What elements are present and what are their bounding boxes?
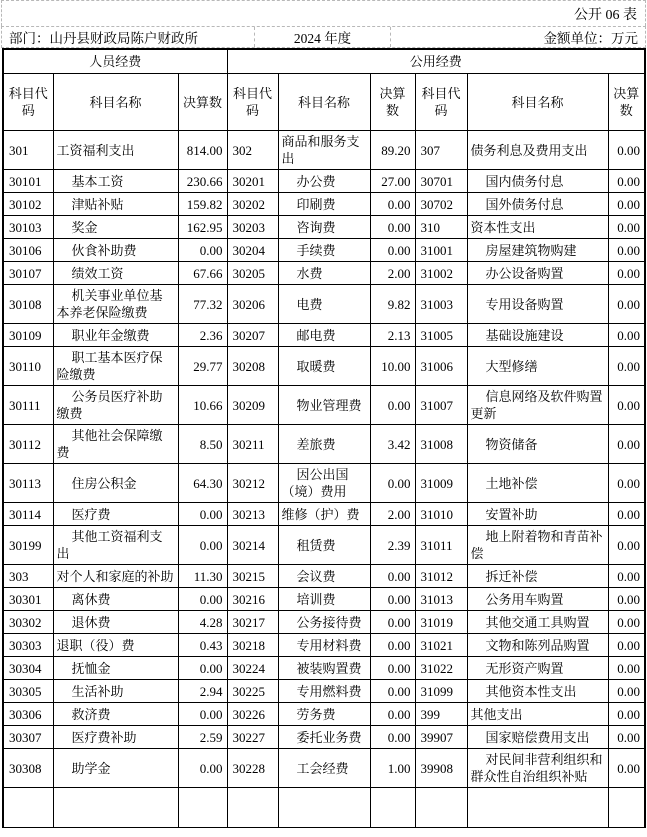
subject-name-cell: 委托业务费 — [278, 726, 370, 749]
group-header-row — [3, 49, 645, 74]
subject-name-cell: 专用材料费 — [278, 634, 370, 657]
subject-name-cell: 劳务费 — [278, 703, 370, 726]
subject-code-cell: 30306 — [3, 703, 53, 726]
subject-code-cell: 30110 — [3, 347, 53, 386]
subject-name-cell: 工资福利支出 — [53, 131, 178, 170]
subject-code-cell: 30111 — [3, 386, 53, 425]
subject-code-cell: 301 — [3, 131, 53, 170]
subject-name-cell: 资本性支出 — [467, 216, 608, 239]
final-amount-cell: 0.00 — [608, 565, 645, 588]
subject-code-cell: 307 — [415, 131, 467, 170]
final-accounts-table — [2, 48, 646, 828]
subject-code-cell: 302 — [227, 131, 278, 170]
subject-name-cell: 专用设备购置 — [467, 285, 608, 324]
empty-cell — [467, 788, 608, 828]
subject-name-cell: 抚恤金 — [53, 657, 178, 680]
subject-name-cell: 物资储备 — [467, 425, 608, 464]
final-amount-cell: 0.00 — [608, 749, 645, 788]
subject-name-cell: 水费 — [278, 262, 370, 285]
final-amount-cell: 162.95 — [178, 216, 227, 239]
final-amount-cell: 0.00 — [608, 193, 645, 216]
subject-code-cell: 30109 — [3, 324, 53, 347]
subject-code-cell: 30199 — [3, 526, 53, 565]
subject-code-cell: 31012 — [415, 565, 467, 588]
final-amount-cell: 814.00 — [178, 131, 227, 170]
subject-name-cell: 工会经费 — [278, 749, 370, 788]
final-amount-cell: 0.00 — [178, 239, 227, 262]
subject-code-cell: 30303 — [3, 634, 53, 657]
subject-code-cell: 31008 — [415, 425, 467, 464]
table-row — [3, 239, 645, 262]
empty-cell — [278, 788, 370, 828]
subject-name-cell: 租赁费 — [278, 526, 370, 565]
subject-code-cell: 30218 — [227, 634, 278, 657]
subject-code-cell: 30207 — [227, 324, 278, 347]
final-amount-cell: 2.13 — [370, 324, 415, 347]
subject-code-cell: 30227 — [227, 726, 278, 749]
table-row — [3, 526, 645, 565]
final-amount-cell: 0.00 — [608, 503, 645, 526]
subject-name-cell: 医疗费 — [53, 503, 178, 526]
final-amount-cell: 3.42 — [370, 425, 415, 464]
final-amount-cell: 0.00 — [608, 588, 645, 611]
table-row — [3, 565, 645, 588]
subject-name-cell: 安置补助 — [467, 503, 608, 526]
subject-code-cell: 31021 — [415, 634, 467, 657]
subject-name-cell: 印刷费 — [278, 193, 370, 216]
subject-code-cell: 303 — [3, 565, 53, 588]
final-amount-cell: 0.00 — [370, 703, 415, 726]
subject-name-cell: 基本工资 — [53, 170, 178, 193]
final-amount-cell: 0.00 — [608, 425, 645, 464]
table-row — [3, 386, 645, 425]
final-amount-cell: 0.00 — [608, 347, 645, 386]
table-row — [3, 131, 645, 170]
final-amount-cell: 0.00 — [608, 703, 645, 726]
subject-code-cell: 31011 — [415, 526, 467, 565]
subject-code-cell: 30308 — [3, 749, 53, 788]
subject-code-cell: 30106 — [3, 239, 53, 262]
subject-code-cell: 31001 — [415, 239, 467, 262]
final-amount-cell: 0.00 — [178, 503, 227, 526]
final-amount-cell: 0.00 — [608, 262, 645, 285]
final-amount-cell: 0.00 — [178, 749, 227, 788]
final-amount-cell: 0.00 — [608, 726, 645, 749]
subject-code-cell: 30206 — [227, 285, 278, 324]
subject-code-cell: 31019 — [415, 611, 467, 634]
subject-code-cell: 30101 — [3, 170, 53, 193]
subject-code-cell: 30215 — [227, 565, 278, 588]
final-amount-cell: 0.00 — [370, 193, 415, 216]
subject-code-cell: 30213 — [227, 503, 278, 526]
col-header-final-amount-3: 决算数 — [608, 74, 645, 131]
subject-name-cell: 公务用车购置 — [467, 588, 608, 611]
final-amount-cell: 77.32 — [178, 285, 227, 324]
subject-code-cell: 30114 — [3, 503, 53, 526]
subject-code-cell: 30301 — [3, 588, 53, 611]
subject-name-cell: 国家赔偿费用支出 — [467, 726, 608, 749]
subject-name-cell: 退休费 — [53, 611, 178, 634]
table-row — [3, 634, 645, 657]
subject-name-cell: 对个人和家庭的补助 — [53, 565, 178, 588]
final-amount-cell: 0.00 — [370, 657, 415, 680]
subject-name-cell: 物业管理费 — [278, 386, 370, 425]
final-amount-cell: 27.00 — [370, 170, 415, 193]
subject-code-cell: 31003 — [415, 285, 467, 324]
final-amount-cell: 4.28 — [178, 611, 227, 634]
subject-code-cell: 30307 — [3, 726, 53, 749]
subject-code-cell: 30201 — [227, 170, 278, 193]
final-amount-cell: 1.00 — [370, 749, 415, 788]
subject-name-cell: 其他资本性支出 — [467, 680, 608, 703]
final-amount-cell: 0.00 — [608, 285, 645, 324]
subject-code-cell: 310 — [415, 216, 467, 239]
table-row — [3, 503, 645, 526]
col-header-subject-name-1: 科目名称 — [53, 74, 178, 131]
final-amount-cell: 0.00 — [608, 386, 645, 425]
subject-code-cell: 30203 — [227, 216, 278, 239]
table-row — [3, 347, 645, 386]
empty-cell — [53, 788, 178, 828]
subject-name-cell: 伙食补助费 — [53, 239, 178, 262]
report-meta-row — [1, 26, 646, 48]
final-amount-cell: 89.20 — [370, 131, 415, 170]
column-header-row — [3, 74, 645, 131]
final-amount-cell: 230.66 — [178, 170, 227, 193]
table-row — [3, 216, 645, 239]
empty-cell — [415, 788, 467, 828]
final-amount-cell: 0.00 — [178, 526, 227, 565]
subject-name-cell: 地上附着物和青苗补偿 — [467, 526, 608, 565]
table-row — [3, 588, 645, 611]
subject-code-cell: 39908 — [415, 749, 467, 788]
final-amount-cell: 0.00 — [370, 726, 415, 749]
subject-code-cell: 31009 — [415, 464, 467, 503]
subject-name-cell: 大型修缮 — [467, 347, 608, 386]
subject-name-cell: 培训费 — [278, 588, 370, 611]
final-amount-cell: 0.00 — [178, 703, 227, 726]
empty-cell — [227, 788, 278, 828]
table-row — [3, 657, 645, 680]
subject-name-cell: 公务接待费 — [278, 611, 370, 634]
final-amount-cell: 0.00 — [608, 170, 645, 193]
subject-name-cell: 咨询费 — [278, 216, 370, 239]
table-row — [3, 262, 645, 285]
col-header-subject-name-2: 科目名称 — [278, 74, 370, 131]
empty-cell — [608, 788, 645, 828]
subject-name-cell: 职工基本医疗保险缴费 — [53, 347, 178, 386]
subject-name-cell: 无形资产购置 — [467, 657, 608, 680]
final-amount-cell: 0.43 — [178, 634, 227, 657]
final-amount-cell: 0.00 — [370, 386, 415, 425]
final-amount-cell: 10.00 — [370, 347, 415, 386]
subject-name-cell: 生活补助 — [53, 680, 178, 703]
final-amount-cell: 0.00 — [370, 565, 415, 588]
subject-name-cell: 助学金 — [53, 749, 178, 788]
subject-code-cell: 31002 — [415, 262, 467, 285]
subject-code-cell: 30701 — [415, 170, 467, 193]
subject-code-cell: 30208 — [227, 347, 278, 386]
final-amount-cell: 10.66 — [178, 386, 227, 425]
final-amount-cell: 0.00 — [608, 526, 645, 565]
department-label: 部门：山丹县财政局陈户财政所 — [9, 31, 198, 46]
subject-name-cell: 被装购置费 — [278, 657, 370, 680]
final-amount-cell: 29.77 — [178, 347, 227, 386]
final-amount-cell: 0.00 — [608, 657, 645, 680]
final-amount-cell: 2.94 — [178, 680, 227, 703]
fiscal-year-label: 2024 年度 — [254, 27, 391, 47]
amount-unit-label: 金额单位：万元 — [543, 31, 638, 46]
table-row — [3, 425, 645, 464]
table-row — [3, 611, 645, 634]
subject-name-cell: 差旅费 — [278, 425, 370, 464]
final-amount-cell: 2.00 — [370, 503, 415, 526]
subject-code-cell: 31013 — [415, 588, 467, 611]
sheet-tag-row — [1, 0, 646, 26]
empty-cell — [370, 788, 415, 828]
subject-name-cell: 救济费 — [53, 703, 178, 726]
subject-code-cell: 30212 — [227, 464, 278, 503]
table-row — [3, 464, 645, 503]
table-row — [3, 193, 645, 216]
subject-name-cell: 维修（护）费 — [278, 503, 370, 526]
final-amount-cell: 0.00 — [608, 131, 645, 170]
subject-name-cell: 退职（役）费 — [53, 634, 178, 657]
subject-code-cell: 30103 — [3, 216, 53, 239]
subject-code-cell: 31007 — [415, 386, 467, 425]
final-amount-cell: 0.00 — [608, 324, 645, 347]
subject-code-cell: 30211 — [227, 425, 278, 464]
table-row — [3, 170, 645, 193]
subject-name-cell: 基础设施建设 — [467, 324, 608, 347]
group-header-public: 公用经费 — [227, 49, 645, 74]
final-amount-cell: 0.00 — [370, 680, 415, 703]
table-row — [3, 726, 645, 749]
subject-code-cell: 30113 — [3, 464, 53, 503]
col-header-subject-code-3: 科目代码 — [415, 74, 467, 131]
final-amount-cell: 0.00 — [608, 611, 645, 634]
subject-name-cell: 拆迁补偿 — [467, 565, 608, 588]
final-amount-cell: 2.00 — [370, 262, 415, 285]
final-amount-cell: 67.66 — [178, 262, 227, 285]
table-row — [3, 703, 645, 726]
final-amount-cell: 9.82 — [370, 285, 415, 324]
final-amount-cell: 0.00 — [370, 588, 415, 611]
subject-code-cell: 30102 — [3, 193, 53, 216]
final-amount-cell: 0.00 — [608, 216, 645, 239]
final-amount-cell: 0.00 — [370, 634, 415, 657]
final-amount-cell: 0.00 — [370, 464, 415, 503]
subject-code-cell: 30202 — [227, 193, 278, 216]
subject-name-cell: 对民间非营利组织和群众性自治组织补贴 — [467, 749, 608, 788]
subject-code-cell: 31022 — [415, 657, 467, 680]
final-amount-cell: 159.82 — [178, 193, 227, 216]
subject-code-cell: 30108 — [3, 285, 53, 324]
subject-name-cell: 其他交通工具购置 — [467, 611, 608, 634]
subject-code-cell: 30302 — [3, 611, 53, 634]
table-row — [3, 285, 645, 324]
final-amount-cell: 0.00 — [178, 588, 227, 611]
subject-code-cell: 399 — [415, 703, 467, 726]
table-row — [3, 749, 645, 788]
subject-code-cell: 31010 — [415, 503, 467, 526]
subject-name-cell: 房屋建筑物购建 — [467, 239, 608, 262]
final-amount-cell: 0.00 — [370, 216, 415, 239]
final-amount-cell: 2.36 — [178, 324, 227, 347]
subject-code-cell: 30304 — [3, 657, 53, 680]
subject-name-cell: 职业年金缴费 — [53, 324, 178, 347]
final-amount-cell: 0.00 — [608, 464, 645, 503]
final-amount-cell: 0.00 — [370, 611, 415, 634]
subject-name-cell: 机关事业单位基本养老保险缴费 — [53, 285, 178, 324]
final-amount-cell: 11.30 — [178, 565, 227, 588]
subject-name-cell: 国外债务付息 — [467, 193, 608, 216]
subject-name-cell: 文物和陈列品购置 — [467, 634, 608, 657]
sheet-tag: 公开 06 表 — [574, 7, 637, 23]
subject-name-cell: 电费 — [278, 285, 370, 324]
col-header-subject-code-2: 科目代码 — [227, 74, 278, 131]
subject-code-cell: 30112 — [3, 425, 53, 464]
subject-name-cell: 其他支出 — [467, 703, 608, 726]
col-header-subject-name-3: 科目名称 — [467, 74, 608, 131]
subject-code-cell: 30305 — [3, 680, 53, 703]
subject-name-cell: 土地补偿 — [467, 464, 608, 503]
subject-code-cell: 30204 — [227, 239, 278, 262]
subject-name-cell: 办公设备购置 — [467, 262, 608, 285]
subject-code-cell: 39907 — [415, 726, 467, 749]
subject-name-cell: 离休费 — [53, 588, 178, 611]
final-amount-cell: 2.59 — [178, 726, 227, 749]
subject-code-cell: 30226 — [227, 703, 278, 726]
final-amount-cell: 0.00 — [608, 239, 645, 262]
col-header-final-amount-1: 决算数 — [178, 74, 227, 131]
subject-code-cell: 30217 — [227, 611, 278, 634]
subject-code-cell: 30216 — [227, 588, 278, 611]
subject-code-cell: 30225 — [227, 680, 278, 703]
subject-name-cell: 其他工资福利支出 — [53, 526, 178, 565]
subject-code-cell: 30228 — [227, 749, 278, 788]
subject-name-cell: 医疗费补助 — [53, 726, 178, 749]
subject-name-cell: 因公出国（境）费用 — [278, 464, 370, 503]
group-header-personnel: 人员经费 — [3, 49, 227, 74]
subject-code-cell: 31005 — [415, 324, 467, 347]
subject-name-cell: 邮电费 — [278, 324, 370, 347]
subject-name-cell: 债务利息及费用支出 — [467, 131, 608, 170]
subject-code-cell: 31006 — [415, 347, 467, 386]
final-amount-cell: 8.50 — [178, 425, 227, 464]
subject-name-cell: 取暖费 — [278, 347, 370, 386]
subject-name-cell: 手续费 — [278, 239, 370, 262]
partial-table-row — [3, 788, 645, 828]
table-head — [3, 49, 645, 131]
final-amount-cell: 0.00 — [608, 634, 645, 657]
subject-name-cell: 商品和服务支出 — [278, 131, 370, 170]
subject-name-cell: 信息网络及软件购置更新 — [467, 386, 608, 425]
subject-name-cell: 奖金 — [53, 216, 178, 239]
subject-code-cell: 30107 — [3, 262, 53, 285]
subject-name-cell: 津贴补贴 — [53, 193, 178, 216]
subject-code-cell: 30209 — [227, 386, 278, 425]
col-header-final-amount-2: 决算数 — [370, 74, 415, 131]
final-amount-cell: 0.00 — [370, 239, 415, 262]
final-amount-cell: 0.00 — [178, 657, 227, 680]
table-body — [3, 131, 645, 828]
subject-code-cell: 30205 — [227, 262, 278, 285]
subject-name-cell: 国内债务付息 — [467, 170, 608, 193]
final-amount-cell: 64.30 — [178, 464, 227, 503]
subject-code-cell: 30224 — [227, 657, 278, 680]
subject-name-cell: 住房公积金 — [53, 464, 178, 503]
final-amount-cell: 2.39 — [370, 526, 415, 565]
subject-name-cell: 会议费 — [278, 565, 370, 588]
subject-code-cell: 30702 — [415, 193, 467, 216]
subject-name-cell: 其他社会保障缴费 — [53, 425, 178, 464]
table-row — [3, 680, 645, 703]
col-header-subject-code-1: 科目代码 — [3, 74, 53, 131]
subject-name-cell: 专用燃料费 — [278, 680, 370, 703]
subject-name-cell: 办公费 — [278, 170, 370, 193]
subject-name-cell: 公务员医疗补助缴费 — [53, 386, 178, 425]
subject-code-cell: 31099 — [415, 680, 467, 703]
table-row — [3, 324, 645, 347]
subject-name-cell: 绩效工资 — [53, 262, 178, 285]
empty-cell — [3, 788, 53, 828]
empty-cell — [178, 788, 227, 828]
final-amount-cell: 0.00 — [608, 680, 645, 703]
subject-code-cell: 30214 — [227, 526, 278, 565]
